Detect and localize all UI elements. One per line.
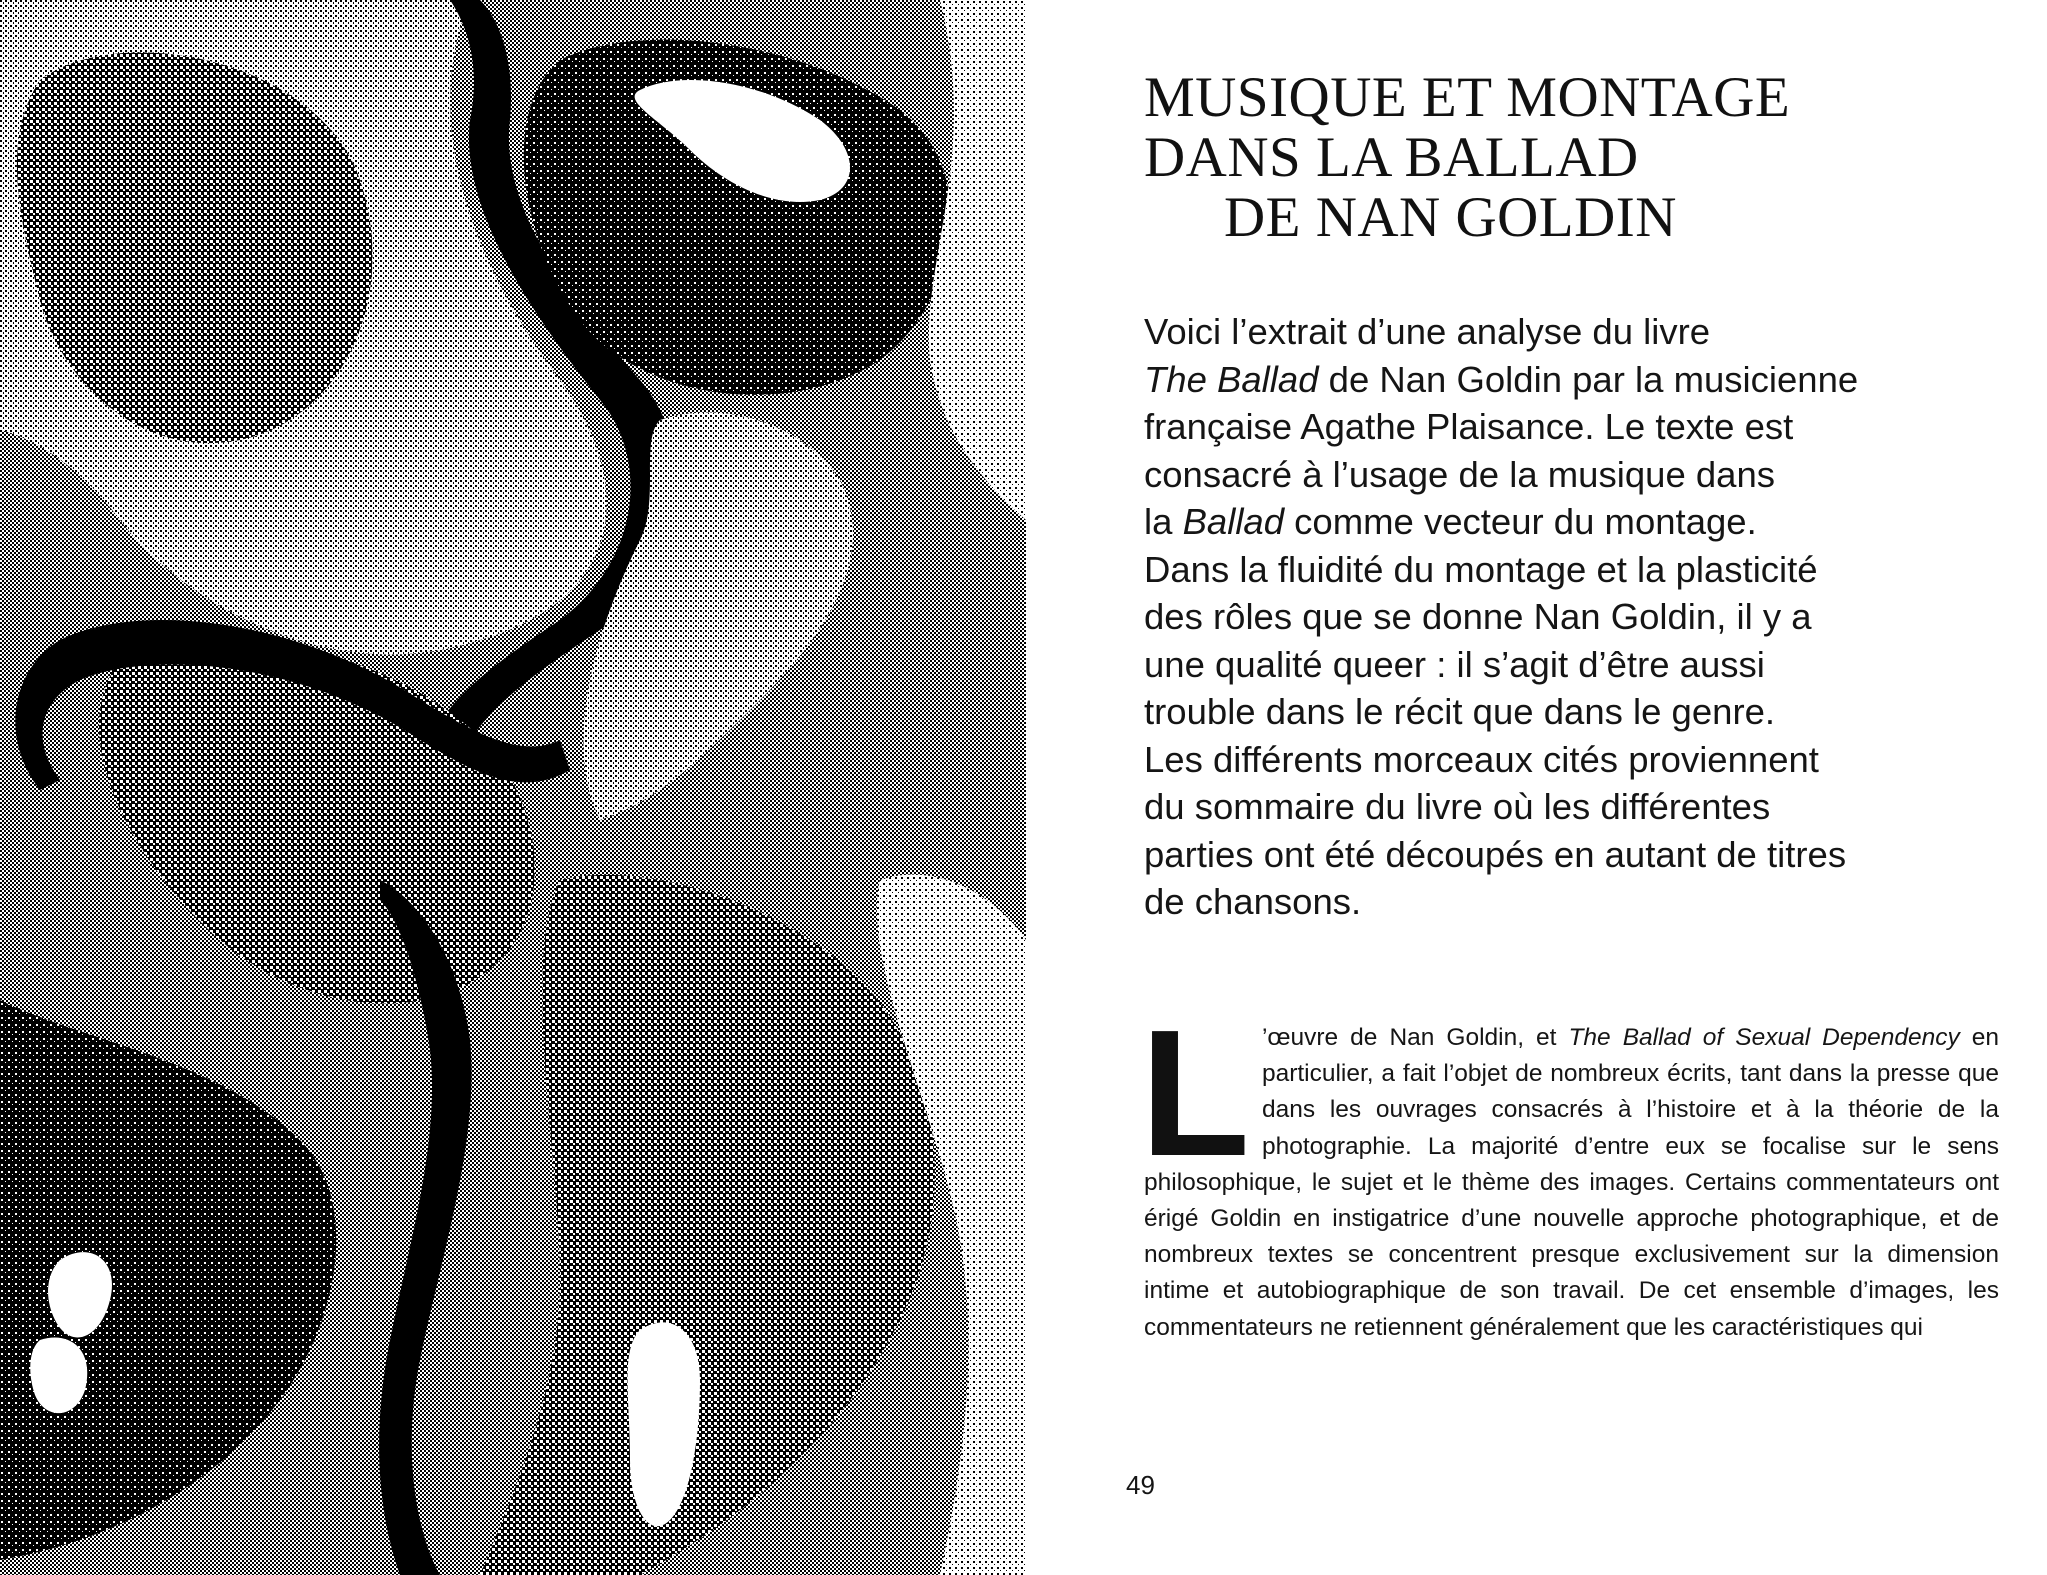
intro-line: française Agathe Plaisance. Le texte est bbox=[1144, 406, 1794, 447]
intro-line bbox=[1144, 498, 2004, 546]
intro-line: Dans la fluidité du montage et la plasticité bbox=[1144, 548, 1818, 590]
title-line-2: DANS LA BALLAD bbox=[1144, 126, 1639, 189]
intro-line: Voici l’extrait d’une analyse du livre bbox=[1144, 311, 1711, 352]
intro-line: trouble dans le récit que dans le genre. bbox=[1144, 691, 1776, 732]
intro-line: des rôles que se donne Nan Goldin, il y a bbox=[1144, 596, 1812, 637]
intro-italic-title: The Ballad bbox=[1144, 358, 1319, 400]
intro-line: de chansons. bbox=[1144, 881, 1362, 922]
body-text: en particulier, a fait l’objet de nombreux écrits, tant dans la presse que dans les ouvrages consacrés à l’histoire et à la théorie de la photographie. La majorité d’entre eux se focalise sur le sens philosophique, le sujet et le thème des images. Certains commentateurs ont érigé Goldin en instigatrice d’une nouvelle approche photographique, et de nombreux textes se concentrent presque exclusivement sur la dimension intime et autobiographique de son travail. De cet ensemble d’images, les commentateurs ne retiennent généralement que les caractéristiques qui bbox=[1144, 1024, 1999, 1341]
text-page bbox=[1026, 0, 2047, 1575]
intro-line: une qualité queer : il s’agit d’être aussi bbox=[1144, 643, 1765, 685]
intro-text: la bbox=[1144, 501, 1183, 542]
intro-text: comme vecteur du montage. bbox=[1284, 501, 1757, 542]
body-paragraph bbox=[1140, 993, 1999, 1346]
intro-text: de Nan Goldin par la musicienne bbox=[1318, 358, 1859, 400]
intro-italic-title: Ballad bbox=[1182, 501, 1285, 542]
intro-line: consacré à l’usage de la musique dans bbox=[1144, 453, 1776, 495]
title-line-3: DE NAN GOLDIN bbox=[1224, 186, 1677, 249]
intro-line: parties ont été découpés en autant de titres bbox=[1144, 833, 1847, 875]
intro-line bbox=[1144, 356, 2004, 404]
page-number: 49 bbox=[1126, 1470, 1155, 1500]
title-line-1: MUSIQUE ET MONTAGE bbox=[1144, 66, 1791, 129]
drop-cap: L bbox=[1140, 993, 1250, 1194]
highlight-bottom-left-2 bbox=[30, 1337, 87, 1413]
body-italic-title: The Ballad of Sexual Dependency bbox=[1568, 1024, 1960, 1051]
intro-line: du sommaire du livre où les différentes bbox=[1144, 786, 1771, 827]
intro-line: Les différents morceaux cités proviennent bbox=[1144, 738, 1819, 780]
article-title bbox=[1144, 68, 1790, 248]
intro-paragraph bbox=[1144, 308, 2004, 926]
body-text: ’œuvre de Nan Goldin, et bbox=[1261, 1024, 1569, 1051]
